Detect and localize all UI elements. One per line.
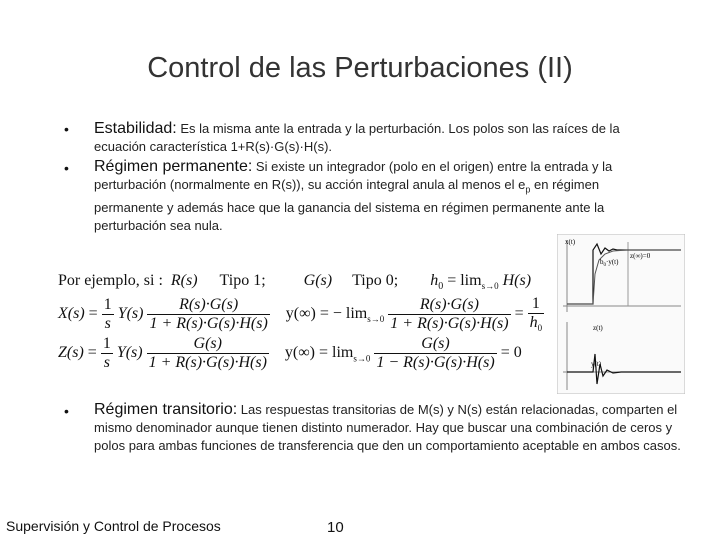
bullet-stability [94, 120, 664, 156]
eq-r: R(s) [170, 272, 198, 289]
bullet-subscript: p [525, 184, 531, 195]
eq-frac-1-s: $\frac{1}{s}$ [102, 335, 111, 371]
eq-frac-main: $\frac{R(s)\cdot G(s)}{1 + R(s)\cdot G(s)\cdot H(s)}$ [149, 295, 268, 332]
eq-frac-main: $\frac{G(s)}{1 + R(s)\cdot G(s)\cdot H(s)}$ [148, 335, 267, 371]
eq-g: G(s) [303, 272, 333, 289]
graph-label-x: x(t) [565, 238, 576, 246]
graph-label-z: z(t) [593, 324, 603, 332]
eq-r-type: Tipo 1; [219, 272, 266, 289]
bullet-transient [94, 401, 684, 455]
graph-label-b0y: $b_0\cdot y(t)$ [600, 258, 619, 268]
bullet-text-cont: en régimen permanente y además hace que la ganancia del sistema en régimen permanente ante la perturbación sea nula. [94, 177, 605, 233]
eq-z: Z(s) [58, 344, 84, 362]
eq-frac-1-s: $\frac{1}{s}$ [103, 295, 112, 332]
eq-x: X(s) [58, 304, 85, 322]
graph-label-y: y(t) [591, 360, 602, 368]
eq-result: = 0 [500, 344, 522, 362]
eq-equals: = [87, 344, 97, 362]
bullet-text: Es la misma ante la entrada y la perturbación. Los polos son las raíces de la ecuación característica 1+R(s)·G(s)·H(s). [94, 121, 620, 154]
eq-h0-lim-sub: s→0 [481, 281, 499, 292]
bullet-marker: • [64, 403, 69, 419]
eq-intro: Por ejemplo, si : [58, 272, 163, 289]
bullet-lead: Estabilidad: [94, 120, 177, 137]
eq-h0: h [430, 272, 439, 289]
equation-row-z [58, 335, 522, 372]
bullet-text: Si existe un integrador (polo en el origen) entre la entrada y la perturbación (normalmente en R(s)), su acción integral anula al menos el e [94, 159, 613, 192]
eq-frac-result: $\frac{1}{h_0}$ [529, 295, 543, 334]
graph-frame [557, 234, 685, 394]
eq-lim-sub: s→0 [353, 353, 371, 364]
eq-h0-sub: 0 [438, 281, 444, 293]
equation-row-intro [58, 272, 531, 292]
bullet-marker: • [64, 121, 69, 137]
bullet-text: Las respuestas transitorias de M(s) y N(s) están relacionadas, comparten el mismo denominador aunque tienen distinto numerador. Hay que buscar una combinación de ceros y polos para ambas funciones de transferencia que den un comportamiento aceptable en ambos casos. [94, 402, 681, 453]
eq-h0-h: H(s) [502, 272, 532, 289]
bullet-lead: Régimen transitorio: [94, 401, 238, 418]
eq-g-type: Tipo 0; [352, 272, 399, 289]
bullet-steady-state [94, 158, 664, 235]
equation-row-x [58, 295, 544, 333]
footer-course: Supervisión y Control de Procesos [6, 518, 221, 534]
eq-y: Y(s) [117, 304, 144, 322]
bullet-lead: Régimen permanente: [94, 158, 253, 175]
eq-frac-lim: $\frac{R(s)\cdot G(s)}{1 + R(s)\cdot G(s)\cdot H(s)}$ [390, 295, 509, 332]
slide-title: Control de las Perturbaciones (II) [147, 52, 573, 84]
graph-label-zinf: z(∞)=0 [630, 252, 651, 260]
eq-yinf: y(∞) = lim [284, 344, 354, 362]
eq-h0-lim: = lim [447, 272, 482, 289]
eq-equals: = [88, 304, 98, 322]
bullet-marker: • [64, 160, 69, 176]
eq-frac-lim: $\frac{G(s)}{1 - R(s)\cdot G(s)\cdot H(s)}$ [376, 335, 495, 371]
response-graph [557, 234, 685, 394]
eq-y: Y(s) [116, 344, 143, 362]
eq-equals-r: = [514, 304, 524, 322]
eq-yinf: y(∞) = − lim [285, 304, 368, 322]
page-number: 10 [327, 519, 344, 536]
eq-lim-sub: s→0 [367, 313, 385, 324]
